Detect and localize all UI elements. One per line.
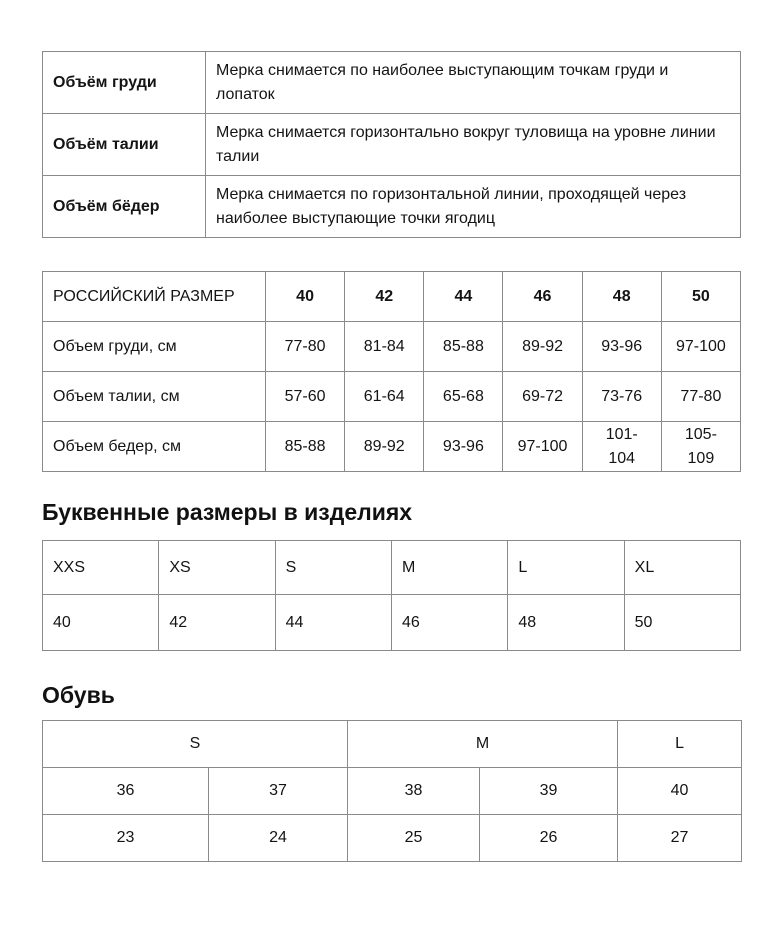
measurement-term: Объём талии (43, 114, 206, 176)
table-row (43, 595, 741, 651)
shoe-eu-size-cell: 38 (348, 768, 480, 815)
size-header-cell: 40 (266, 272, 345, 322)
shoe-group-cell: S (43, 721, 348, 768)
measurement-description: Мерка снимается по горизонтальной линии, проходящей через наиболее выступающие точки ягодиц (206, 176, 741, 238)
table-header-row (43, 272, 741, 322)
range-cell: 85-88 (424, 322, 503, 372)
size-header-cell: 48 (582, 272, 661, 322)
numeric-size-cell: 48 (508, 595, 624, 651)
table-header-row (43, 721, 742, 768)
measurement-description: Мерка снимается горизонтально вокруг туловища на уровне линии талии (206, 114, 741, 176)
letter-size-cell: M (391, 541, 507, 595)
row-label: Объем груди, см (43, 322, 266, 372)
shoe-size-table (42, 720, 742, 862)
shoe-group-cell: M (348, 721, 618, 768)
table-row (43, 52, 741, 114)
measurement-term: Объём груди (43, 52, 206, 114)
table-row (43, 176, 741, 238)
table-row (43, 815, 742, 862)
range-cell: 65-68 (424, 372, 503, 422)
range-cell: 89-92 (503, 322, 582, 372)
shoe-eu-size-cell: 36 (43, 768, 209, 815)
russian-size-header-label: РОССИЙСКИЙ РАЗМЕР (43, 272, 266, 322)
range-cell: 97-100 (503, 422, 582, 472)
table-row (43, 372, 741, 422)
size-header-cell: 50 (661, 272, 740, 322)
letter-size-cell: XL (624, 541, 740, 595)
range-cell: 97-100 (661, 322, 740, 372)
numeric-size-cell: 44 (275, 595, 391, 651)
numeric-size-cell: 46 (391, 595, 507, 651)
measurement-description: Мерка снимается по наиболее выступающим точкам груди и лопаток (206, 52, 741, 114)
range-cell: 85-88 (266, 422, 345, 472)
table-row (43, 322, 741, 372)
letter-size-cell: S (275, 541, 391, 595)
size-header-cell: 42 (345, 272, 424, 322)
range-cell: 93-96 (424, 422, 503, 472)
range-cell: 73-76 (582, 372, 661, 422)
letter-size-cell: L (508, 541, 624, 595)
range-cell: 93-96 (582, 322, 661, 372)
range-cell: 61-64 (345, 372, 424, 422)
numeric-size-cell: 50 (624, 595, 740, 651)
shoe-cm-size-cell: 23 (43, 815, 209, 862)
numeric-size-cell: 40 (43, 595, 159, 651)
measurement-term: Объём бёдер (43, 176, 206, 238)
shoe-eu-size-cell: 39 (480, 768, 618, 815)
table-row (43, 768, 742, 815)
table-row (43, 422, 741, 472)
shoe-group-cell: L (618, 721, 742, 768)
letter-size-cell: XS (159, 541, 275, 595)
range-cell: 69-72 (503, 372, 582, 422)
row-label: Объем талии, см (43, 372, 266, 422)
range-cell: 89-92 (345, 422, 424, 472)
measurement-descriptions-table (42, 51, 741, 238)
range-cell: 57-60 (266, 372, 345, 422)
range-cell: 101-104 (582, 422, 661, 472)
range-cell: 105-109 (661, 422, 740, 472)
letter-sizes-heading: Буквенные размеры в изделиях (42, 499, 413, 525)
numeric-size-cell: 42 (159, 595, 275, 651)
shoes-heading: Обувь (42, 682, 115, 708)
shoe-cm-size-cell: 27 (618, 815, 742, 862)
russian-size-table (42, 271, 741, 472)
size-header-cell: 46 (503, 272, 582, 322)
table-row (43, 114, 741, 176)
row-label: Объем бедер, см (43, 422, 266, 472)
letter-size-table (42, 540, 741, 651)
range-cell: 77-80 (266, 322, 345, 372)
shoe-cm-size-cell: 24 (209, 815, 348, 862)
shoe-cm-size-cell: 26 (480, 815, 618, 862)
table-header-row (43, 541, 741, 595)
shoe-eu-size-cell: 37 (209, 768, 348, 815)
range-cell: 77-80 (661, 372, 740, 422)
letter-size-cell: XXS (43, 541, 159, 595)
shoe-eu-size-cell: 40 (618, 768, 742, 815)
shoe-cm-size-cell: 25 (348, 815, 480, 862)
size-header-cell: 44 (424, 272, 503, 322)
range-cell: 81-84 (345, 322, 424, 372)
